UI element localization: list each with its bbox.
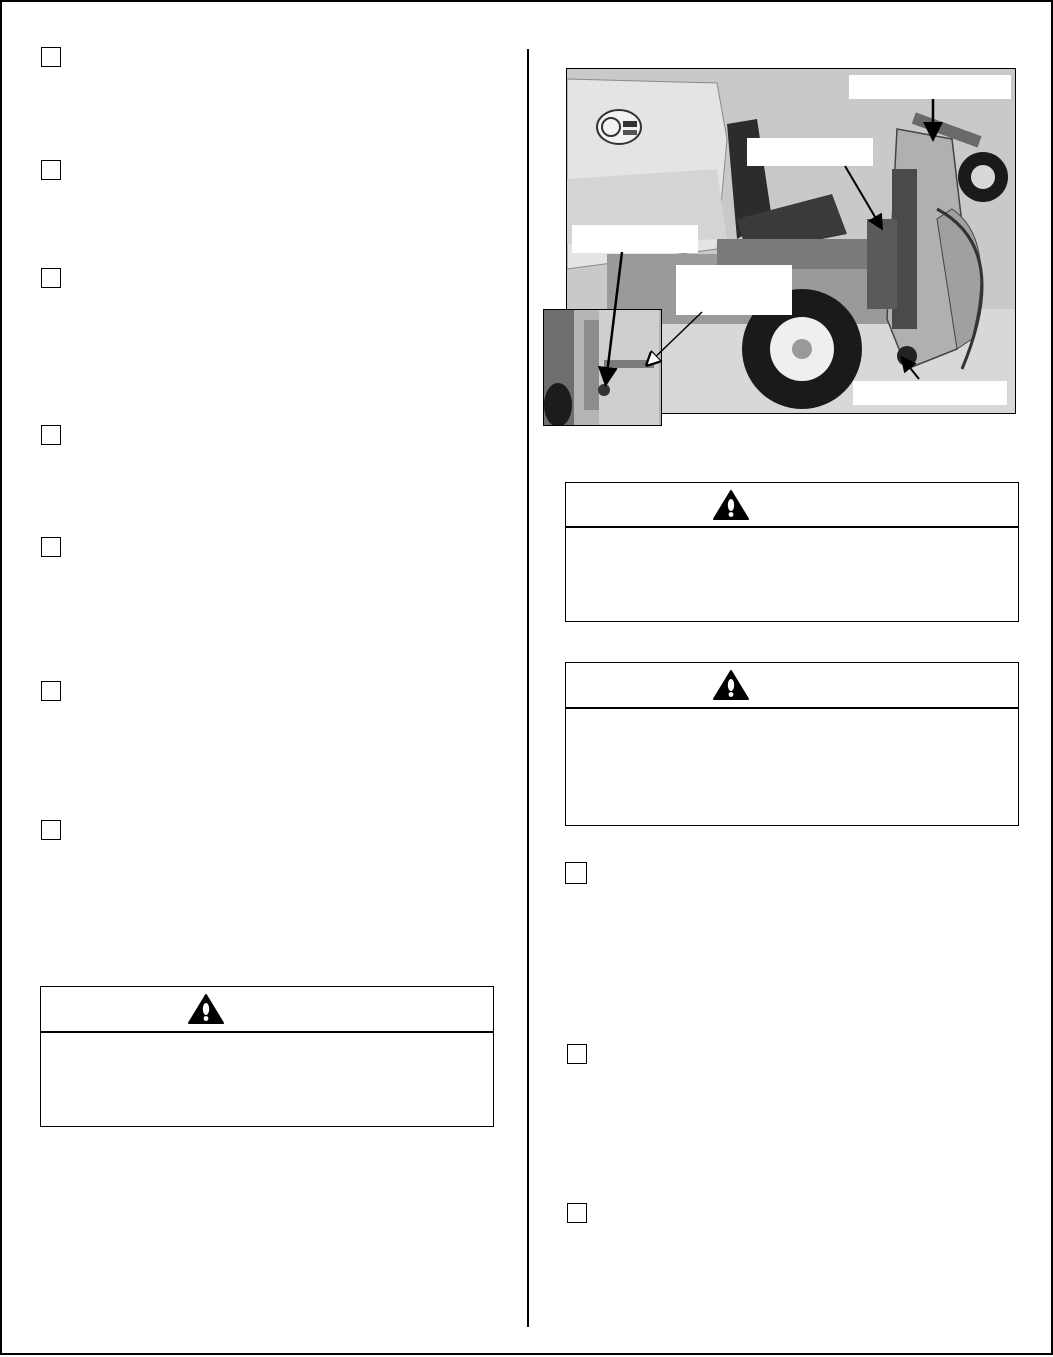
warning-triangle-icon (187, 993, 225, 1025)
warning-triangle-icon (712, 489, 750, 521)
step-checkbox-5[interactable] (41, 537, 61, 557)
step-checkbox-4[interactable] (41, 425, 61, 445)
warning-box-right-2 (565, 662, 1019, 826)
step-checkbox-1[interactable] (41, 47, 61, 67)
column-divider (527, 49, 529, 1327)
warning-header (566, 663, 1018, 709)
step-checkbox-8[interactable] (565, 862, 587, 884)
step-checkbox-6[interactable] (41, 681, 61, 701)
warning-header (41, 987, 493, 1033)
step-checkbox-2[interactable] (41, 160, 61, 180)
step-checkbox-10[interactable] (567, 1203, 587, 1223)
warning-header (566, 483, 1018, 528)
inset-detail-photo (543, 309, 662, 426)
warning-triangle-icon (712, 669, 750, 701)
warning-box-right-1 (565, 482, 1019, 622)
step-checkbox-9[interactable] (567, 1044, 587, 1064)
inset-illustration (544, 310, 662, 426)
step-checkbox-7[interactable] (41, 820, 61, 840)
warning-box-left (40, 986, 494, 1127)
step-checkbox-3[interactable] (41, 268, 61, 288)
